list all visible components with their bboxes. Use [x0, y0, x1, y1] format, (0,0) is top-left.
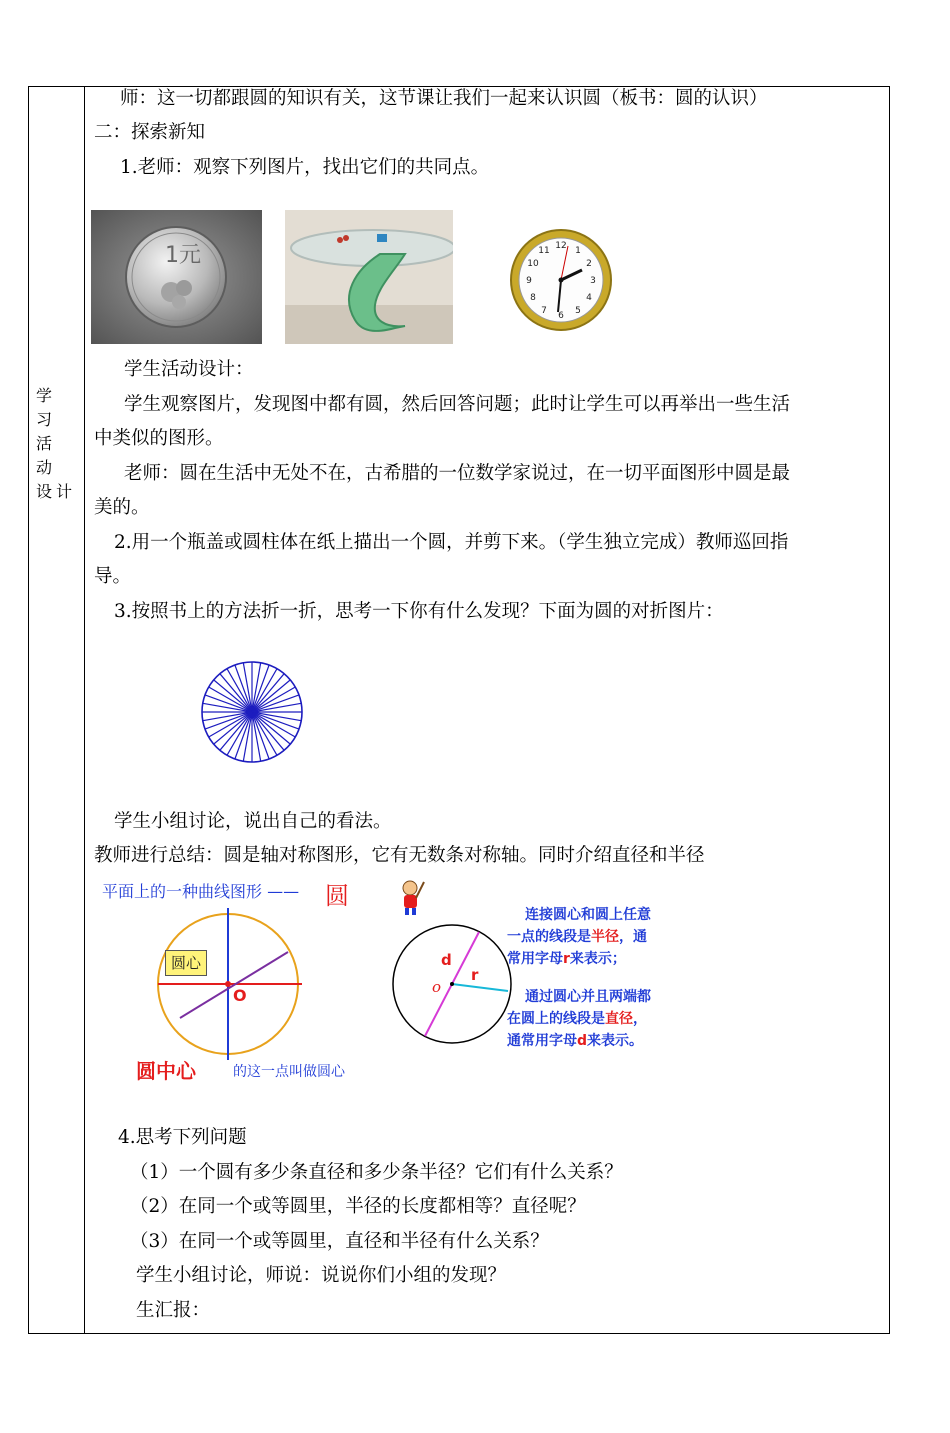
center-caption-big: 圆中心 — [136, 1059, 196, 1083]
teacher-summary: 教师进行总结：圆是轴对称图形，它有无数条对称轴。同时介绍直径和半径 — [94, 845, 705, 866]
diameter-definition: 通过圆心并且两端都 在圆上的线段是直径， 通常用字母d来表示。 — [507, 989, 651, 1049]
student-activity-heading: 学生活动设计： — [124, 359, 254, 380]
clock-num-9: 9 — [526, 276, 532, 286]
clock-num-12: 12 — [555, 241, 567, 251]
label-d: d — [441, 951, 452, 969]
diagram-title-circle: 圆 — [325, 882, 349, 910]
table-photo — [285, 210, 453, 344]
label-r: r — [471, 966, 479, 984]
group-discussion-1: 学生小组讨论，说出自己的看法。 — [114, 811, 392, 832]
clock-num-8: 8 — [530, 293, 536, 303]
cartoon-pointer-icon — [396, 878, 426, 916]
clock-num-7: 7 — [541, 306, 547, 316]
question-4-heading: 4.思考下列问题 — [118, 1127, 247, 1148]
question-4-3: （3）在同一个或等圆里，直径和半径有什么关系？ — [130, 1231, 549, 1252]
label-o: o — [432, 978, 442, 996]
clock-num-6: 6 — [558, 311, 564, 321]
side-label: 学 习 活 动 设计 — [36, 386, 77, 501]
question-3: 3.按照书上的方法折一折，思考一下你有什么发现？下面为圆的对折图片： — [114, 601, 724, 622]
clock-num-11: 11 — [538, 246, 550, 256]
student-observe-line1: 学生观察图片，发现图中都有圆，然后回答问题；此时让学生可以再举出一些生活 — [124, 394, 791, 415]
coin-value: 1元 — [165, 243, 201, 268]
glass-table-illustration — [285, 210, 453, 344]
clock-photo — [478, 210, 628, 344]
section-heading: 二：探索新知 — [94, 122, 206, 143]
center-caption-small: 的这一点叫做圆心 — [233, 1064, 345, 1080]
clock-num-3: 3 — [590, 276, 596, 286]
coin-illustration — [91, 210, 262, 344]
student-report: 生汇报： — [136, 1300, 211, 1321]
wall-clock-illustration — [478, 210, 628, 344]
coin-photo — [91, 210, 262, 344]
radius-diameter-diagram — [390, 920, 514, 1048]
clock-num-4: 4 — [586, 293, 592, 303]
clock-num-10: 10 — [527, 259, 539, 269]
radius-definition: 连接圆心和圆上任意 一点的线段是半径，通 常用字母r来表示； — [507, 907, 651, 967]
clock-num-5: 5 — [575, 306, 581, 316]
center-callout: 圆心 — [165, 950, 207, 976]
circle-center-diagram — [150, 908, 310, 1064]
side-column — [28, 86, 85, 1334]
student-observe-line2: 中类似的图形。 — [94, 428, 224, 449]
teacher-quote-line1: 老师：圆在生活中无处不在，古希腊的一位数学家说过，在一切平面图形中圆是最 — [124, 463, 791, 484]
folded-circle-figure — [196, 656, 308, 768]
question-1: 1.老师：观察下列图片，找出它们的共同点。 — [120, 157, 490, 178]
clock-num-2: 2 — [586, 259, 592, 269]
question-4-2: （2）在同一个或等圆里，半径的长度都相等？直径呢？ — [130, 1196, 586, 1217]
teacher-quote-line2: 美的。 — [94, 497, 150, 518]
line-teacher-intro: 师：这一切都跟圆的知识有关，这节课让我们一起来认识圆（板书：圆的认识） — [120, 88, 768, 109]
center-letter-o: O — [233, 986, 247, 1005]
diagram-title: 平面上的一种曲线图形 —— — [102, 882, 300, 901]
clock-num-1: 1 — [575, 246, 581, 256]
group-discussion-2: 学生小组讨论，师说：说说你们小组的发现？ — [136, 1265, 507, 1286]
question-2-line2: 导。 — [94, 566, 132, 587]
question-4-1: （1）一个圆有多少条直径和多少条半径？它们有什么关系？ — [130, 1162, 623, 1183]
question-2-line1: 2.用一个瓶盖或圆柱体在纸上描出一个圆，并剪下来。（学生独立完成）教师巡回指 — [114, 532, 789, 553]
